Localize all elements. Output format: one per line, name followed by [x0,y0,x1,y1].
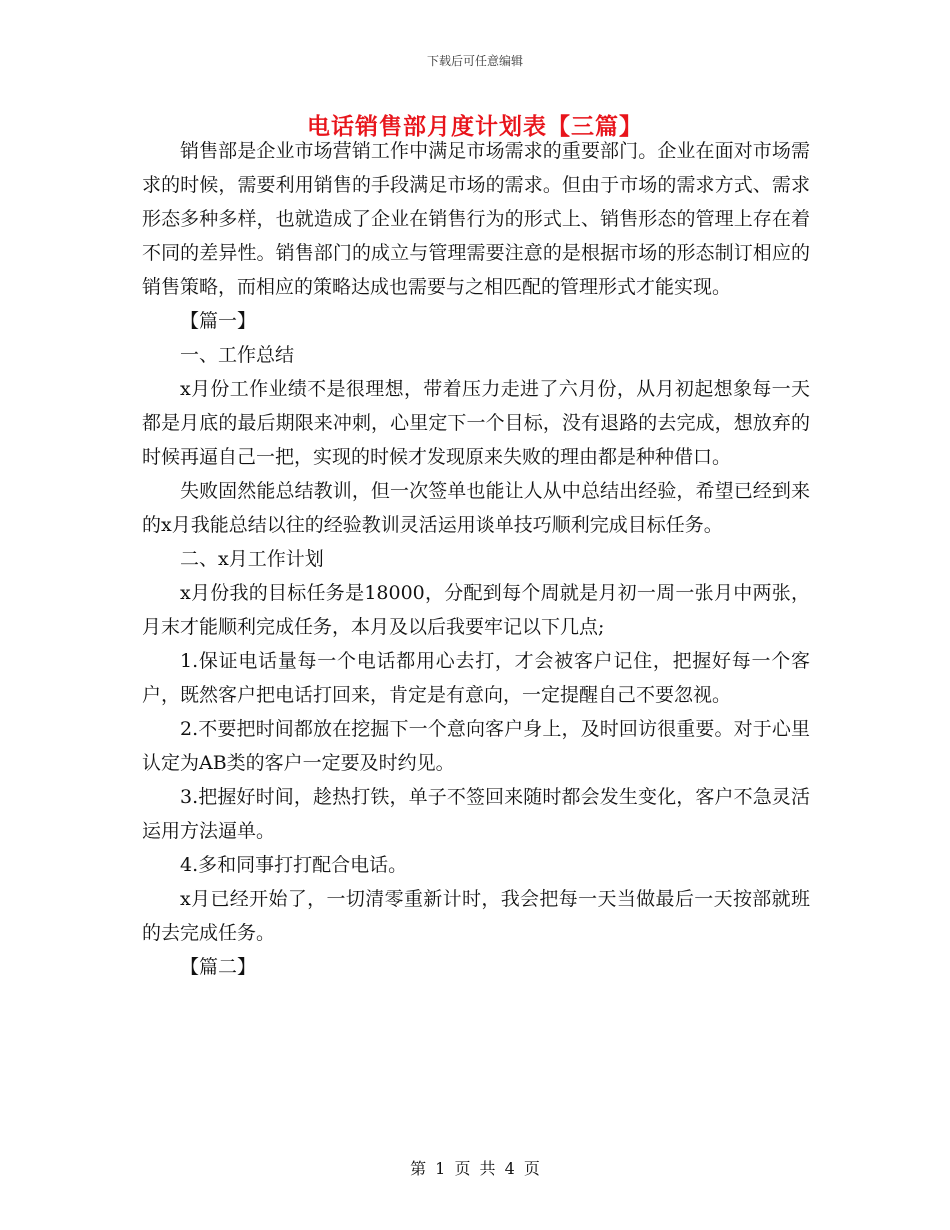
paragraph: 失败固然能总结教训，但一次签单也能让人从中总结出经验，希望已经到来的x月我能总结以往的经验教训灵活运用谈单技巧顺利完成目标任务。 [142,480,810,536]
subheading-work-summary: 一、工作总结 [180,344,295,366]
page-header-note: 下载后可任意编辑 [426,54,523,68]
list-item: 3.把握好时间，趁热打铁，单子不签回来随时都会发生变化，客户不急灵活运用方法逼单。 [142,786,810,842]
list-item: 2.不要把时间都放在挖掘下一个意向客户身上，及时回访很重要。对于心里认定为AB类的客户一定要及时约见。 [142,718,810,774]
document-title: 电话销售部月度计划表【三篇】 [307,114,643,140]
document-body [142,134,810,984]
section-heading-part-one: 【篇一】 [180,310,257,332]
list-item: 4.多和同事打打配合电话。 [180,854,408,876]
list-item: 1.保证电话量每一个电话都用心去打，才会被客户记住，把握好每一个客户，既然客户把电话打回来，肯定是有意向，一定提醒自己不要忽视。 [142,650,810,706]
section-heading-part-two: 【篇二】 [180,956,257,978]
subheading-work-plan: 二、x月工作计划 [180,548,324,570]
paragraph: x月份我的目标任务是18000，分配到每个周就是月初一周一张月中两张，月末才能顺利完成任务，本月及以后我要牢记以下几点; [142,582,810,638]
paragraph: x月已经开始了，一切清零重新计时，我会把每一天当做最后一天按部就班的去完成任务。 [142,888,810,944]
paragraph: x月份工作业绩不是很理想，带着压力走进了六月份，从月初起想象每一天都是月底的最后期限来冲刺，心里定下一个目标，没有退路的去完成，想放弃的时候再逼自己一把，实现的时候才发现原来失败的理由都是种种借口。 [142,378,810,468]
page-number-footer: 第 1 页 共 4 页 [410,1159,540,1178]
intro-paragraph: 销售部是企业市场营销工作中满足市场需求的重要部门。企业在面对市场需求的时候，需要利用销售的手段满足市场的需求。但由于市场的需求方式、需求形态多种多样，也就造成了企业在销售行为的形式上、销售形态的管理上存在着不同的差异性。销售部门的成立与管理需要注意的是根据市场的形态制订相应的销售策略，而相应的策略达成也需要与之相匹配的管理形式才能实现。 [142,140,810,298]
